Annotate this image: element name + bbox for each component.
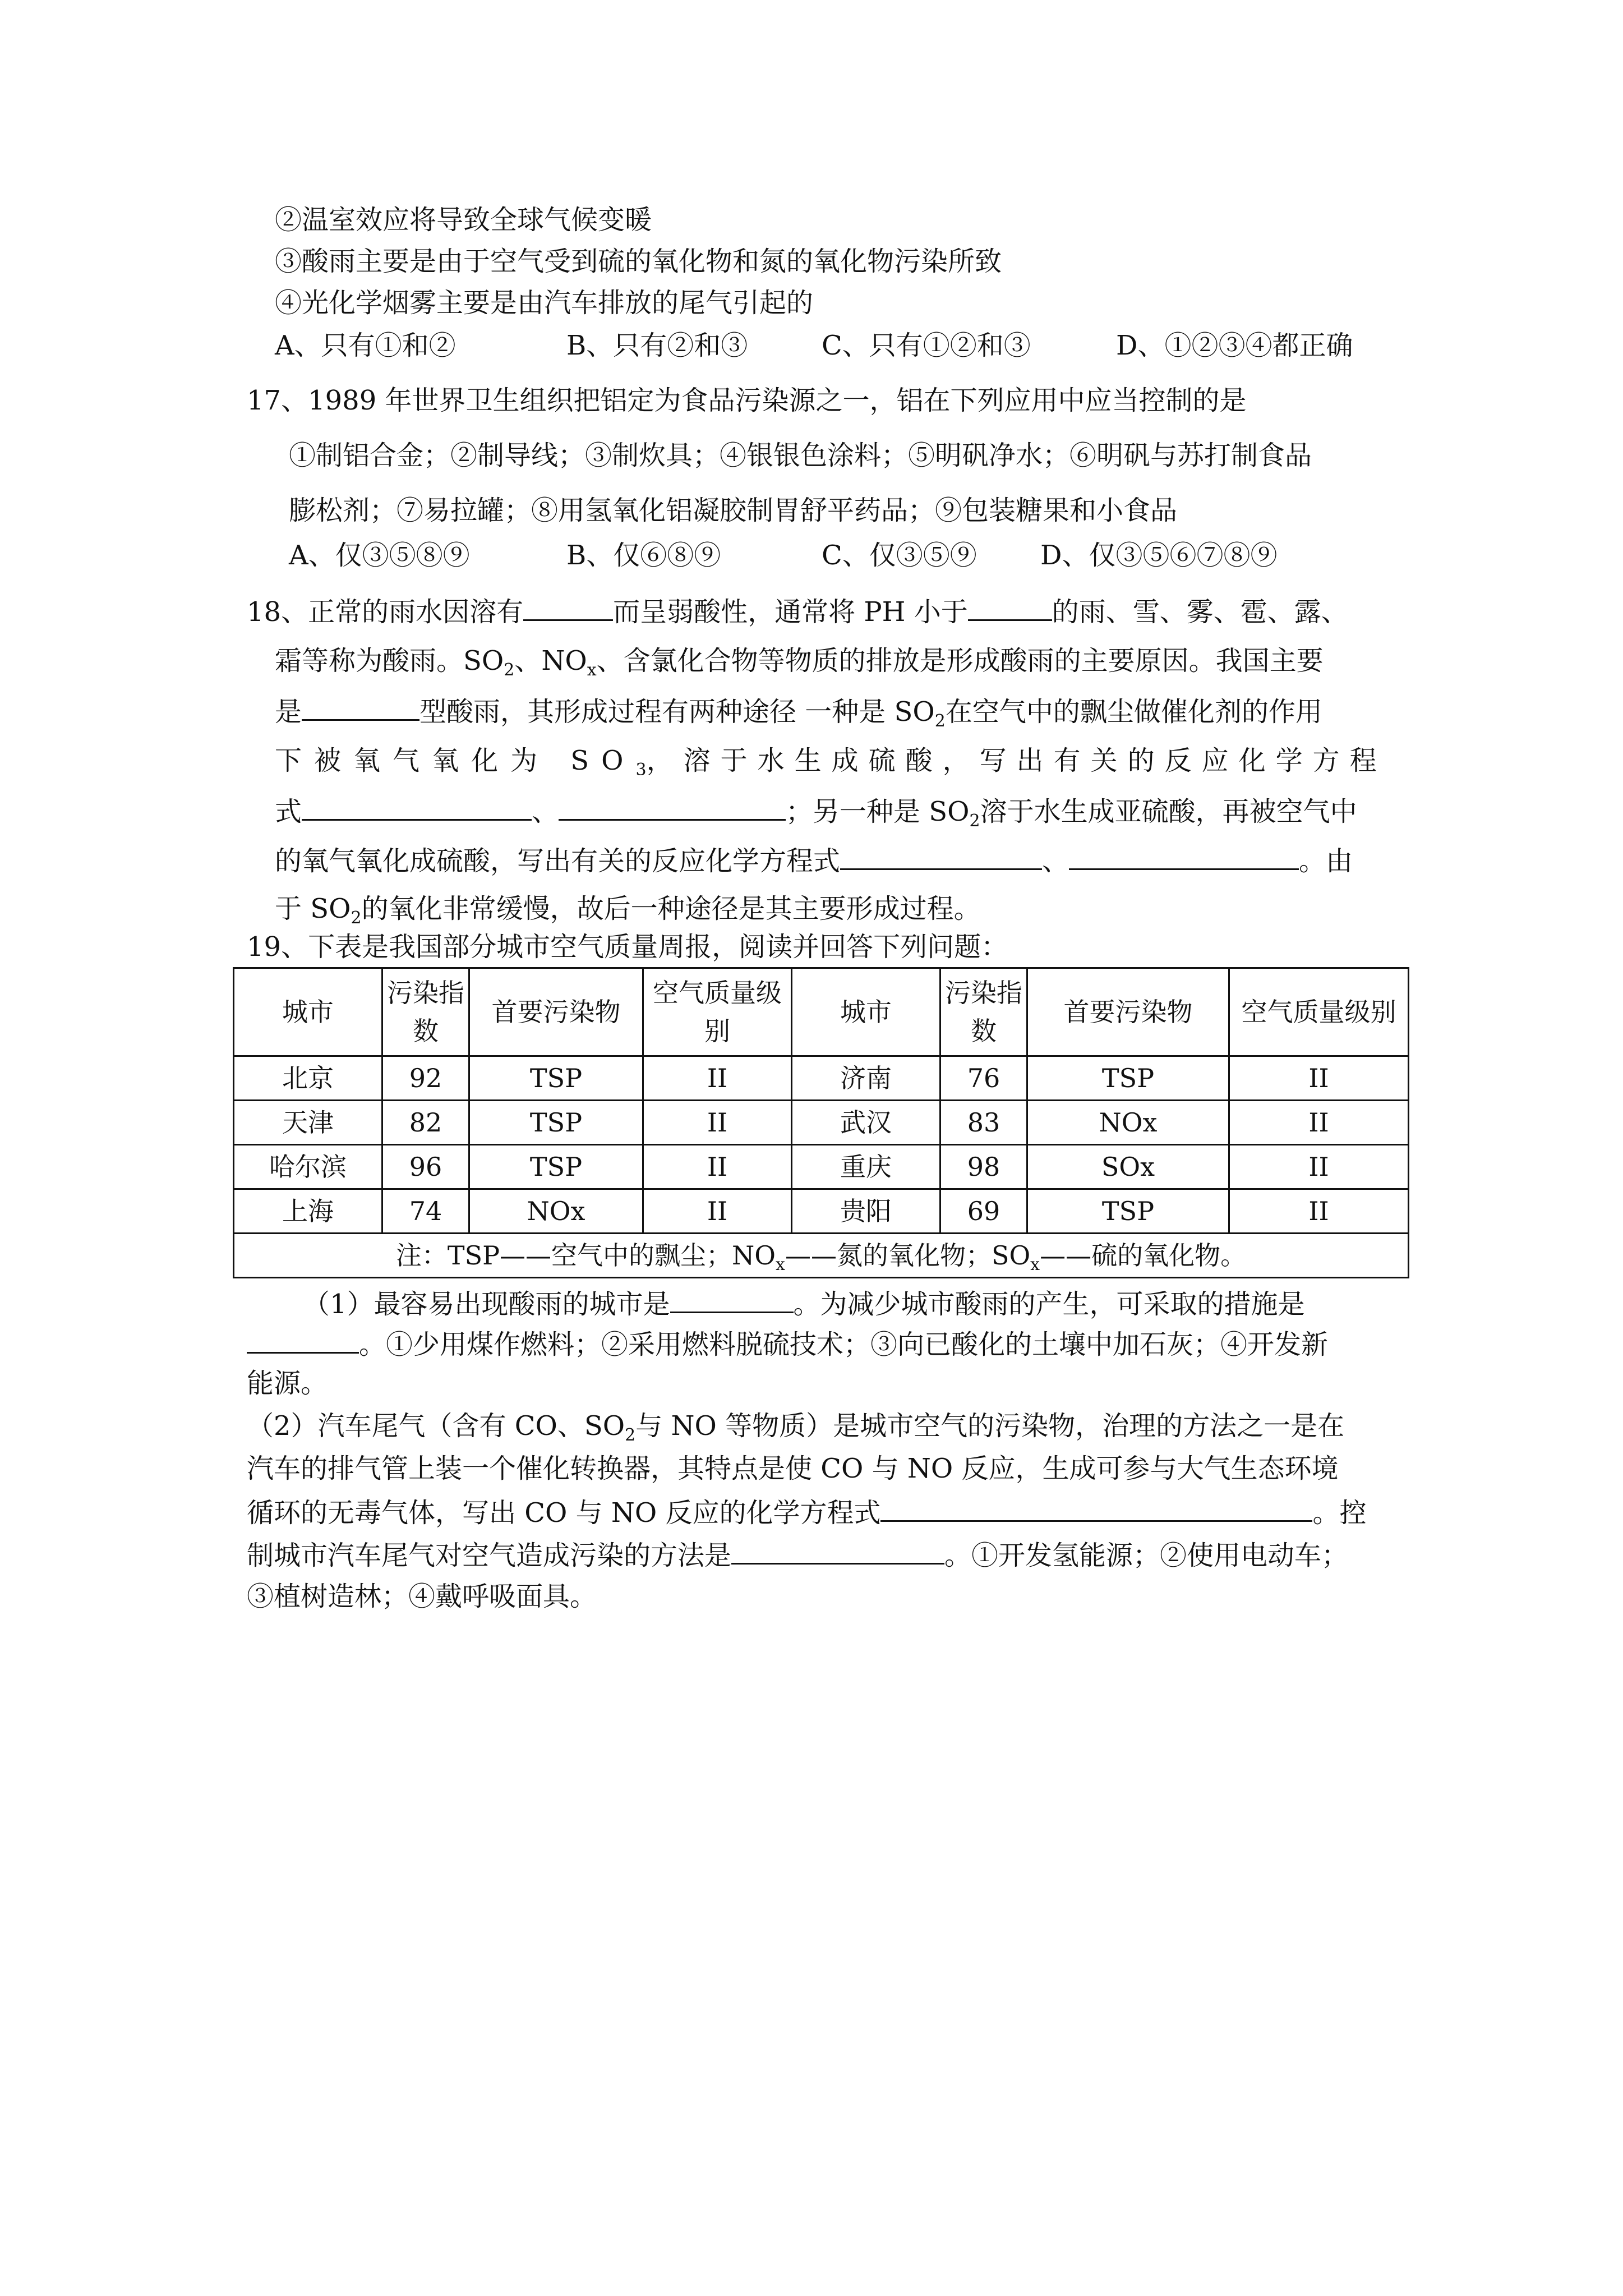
table-cell: TSP <box>469 1101 643 1145</box>
table-cell: 98 <box>940 1145 1027 1189</box>
air-quality-table <box>233 967 1409 1278</box>
table-cell: 96 <box>382 1145 469 1189</box>
table-note-row <box>234 1234 1409 1278</box>
table-cell: 贵阳 <box>792 1189 940 1234</box>
table-cell: TSP <box>469 1056 643 1101</box>
q17-option-c: C、仅③⑤⑨ <box>822 540 977 571</box>
q18-line-3: 是 型酸雨，其形成过程有两种途径 一种是 $SO_2$在空气中的飘尘做催化剂的作用 <box>275 693 1322 729</box>
q19-equation-blank[interactable] <box>880 1494 1312 1522</box>
q17-items-line-1: ①制铝合金；②制导线；③制炊具；④银银色涂料；⑤明矾净水；⑥明矾与苏打制食品 <box>289 440 1312 471</box>
table-cell: 哈尔滨 <box>234 1145 382 1189</box>
table-note: 注：TSP——空气中的飘尘；$NO_x——$氮的氧化物；$SO_x——$硫的氧化物。 <box>234 1234 1409 1278</box>
q19-stem: 19、下表是我国部分城市空气质量周报，阅读并回答下列问题： <box>247 931 1008 963</box>
table-cell: II <box>1229 1056 1409 1101</box>
q19-city-blank[interactable] <box>670 1286 794 1313</box>
table-cell: TSP <box>1027 1056 1229 1101</box>
q19-measures-blank[interactable] <box>247 1326 359 1354</box>
table-cell: II <box>643 1101 792 1145</box>
table-cell: 82 <box>382 1101 469 1145</box>
q16-option-a: A、只有①和② <box>275 330 456 361</box>
q17-option-b: B、仅⑥⑧⑨ <box>566 540 721 571</box>
q19-part1-line-2: 。①少用煤作燃料；②采用燃料脱硫技术；③向已酸化的土壤中加石灰；④开发新 <box>247 1326 1328 1361</box>
table-cell: NOx <box>469 1189 643 1234</box>
q19-part2-line-1: （2）汽车尾气（含有 CO、$SO_2$与 NO 等物质）是城市空气的污染物，治理的方法之一是在 <box>247 1410 1345 1445</box>
q18-line-2: 霜等称为酸雨。$SO_2$、$NO_x$、含氯化合物等物质的排放是形成酸雨的主要原因。我国主要 <box>275 645 1324 680</box>
q19-part2-line-3: 循环的无毒气体，写出 CO 与 NO 反应的化学方程式 。控 <box>247 1494 1366 1530</box>
table-cell: 济南 <box>792 1056 940 1101</box>
table-cell: 83 <box>940 1101 1027 1145</box>
q17-stem: 17、1989 年世界卫生组织把铝定为食品污染源之一，铝在下列应用中应当控制的是 <box>247 385 1247 416</box>
header-air-quality-level: 空气质量级别 <box>643 968 792 1056</box>
header-air-quality-level: 空气质量级别 <box>1229 968 1409 1056</box>
table-cell: II <box>643 1056 792 1101</box>
header-pollution-index: 污染指数 <box>382 968 469 1056</box>
table-row <box>234 1056 1409 1101</box>
q16-option-d: D、①②③④都正确 <box>1116 330 1353 361</box>
table-row <box>234 1145 1409 1189</box>
q16-statement-2: ②温室效应将导致全球气候变暖 <box>275 204 652 236</box>
table-cell: 92 <box>382 1056 469 1101</box>
q18-line-1: 18、正常的雨水因溶有 而呈弱酸性，通常将 PH 小于 的雨、雪、雾、雹、露、 <box>247 593 1348 629</box>
table-cell: 天津 <box>234 1101 382 1145</box>
table-row <box>234 1189 1409 1234</box>
header-city: 城市 <box>234 968 382 1056</box>
q18-blank-1[interactable] <box>523 593 613 621</box>
q17-option-a: A、仅③⑤⑧⑨ <box>289 540 470 571</box>
q18-equation-blank-1[interactable] <box>302 793 532 821</box>
table-cell: TSP <box>1027 1189 1229 1234</box>
q19-part2-line-2: 汽车的排气管上装一个催化转换器，其特点是使 CO 与 NO 反应，生成可参与大气生态环境 <box>247 1453 1339 1484</box>
q16-option-c: C、只有①②和③ <box>822 330 1031 361</box>
header-primary-pollutant: 首要污染物 <box>469 968 643 1056</box>
table-cell: 武汉 <box>792 1101 940 1145</box>
q19-method-blank[interactable] <box>731 1537 944 1565</box>
q19-part2-line-4: 制城市汽车尾气对空气造成污染的方法是 。①开发氢能源；②使用电动车； <box>247 1537 1348 1572</box>
q18-equation-blank-4[interactable] <box>1069 843 1299 870</box>
table-cell: TSP <box>469 1145 643 1189</box>
q18-line-6: 的氧气氧化成硫酸，写出有关的反应化学方程式 、 。由 <box>275 843 1353 878</box>
q16-statement-4: ④光化学烟雾主要是由汽车排放的尾气引起的 <box>275 287 814 319</box>
q18-line-4: 下被氧气氧化为 $SO_3$，溶于水生成硫酸，写出有关的反应化学方程 <box>275 745 1387 780</box>
table-row <box>234 1101 1409 1145</box>
q16-statement-3: ③酸雨主要是由于空气受到硫的氧化物和氮的氧化物污染所致 <box>275 246 1002 277</box>
q18-blank-2[interactable] <box>968 593 1052 621</box>
q18-equation-blank-2[interactable] <box>559 793 786 821</box>
table-cell: II <box>1229 1101 1409 1145</box>
q19-part1-line-3: 能源。 <box>247 1368 328 1399</box>
header-primary-pollutant: 首要污染物 <box>1027 968 1229 1056</box>
q16-option-b: B、只有②和③ <box>566 330 748 361</box>
header-pollution-index: 污染指数 <box>940 968 1027 1056</box>
header-city: 城市 <box>792 968 940 1056</box>
table-cell: 74 <box>382 1189 469 1234</box>
table-cell: 69 <box>940 1189 1027 1234</box>
q18-blank-3[interactable] <box>302 693 419 721</box>
table-header-row <box>234 968 1409 1056</box>
q18-line-5: 式 、 ；另一种是 $SO_2$溶于水生成亚硫酸，再被空气中 <box>275 793 1357 829</box>
q17-option-d: D、仅③⑤⑥⑦⑧⑨ <box>1040 540 1278 571</box>
q19-part1-line-1: （1）最容易出现酸雨的城市是 。为减少城市酸雨的产生，可采取的措施是 <box>303 1286 1305 1321</box>
table-cell: II <box>643 1189 792 1234</box>
table-cell: 北京 <box>234 1056 382 1101</box>
q18-line-7: 于 $SO_2$的氧化非常缓慢，故后一种途径是其主要形成过程。 <box>275 893 981 928</box>
table-cell: 76 <box>940 1056 1027 1101</box>
table-cell: II <box>1229 1189 1409 1234</box>
table-cell: 上海 <box>234 1189 382 1234</box>
table-cell: SOx <box>1027 1145 1229 1189</box>
q17-items-line-2: 膨松剂；⑦易拉罐；⑧用氢氧化铝凝胶制胃舒平药品；⑨包装糖果和小食品 <box>289 495 1178 526</box>
table-cell: NOx <box>1027 1101 1229 1145</box>
q19-part2-line-5: ③植树造林；④戴呼吸面具。 <box>247 1581 597 1612</box>
table-cell: II <box>643 1145 792 1189</box>
table-cell: 重庆 <box>792 1145 940 1189</box>
q18-equation-blank-3[interactable] <box>840 843 1042 870</box>
table-cell: II <box>1229 1145 1409 1189</box>
